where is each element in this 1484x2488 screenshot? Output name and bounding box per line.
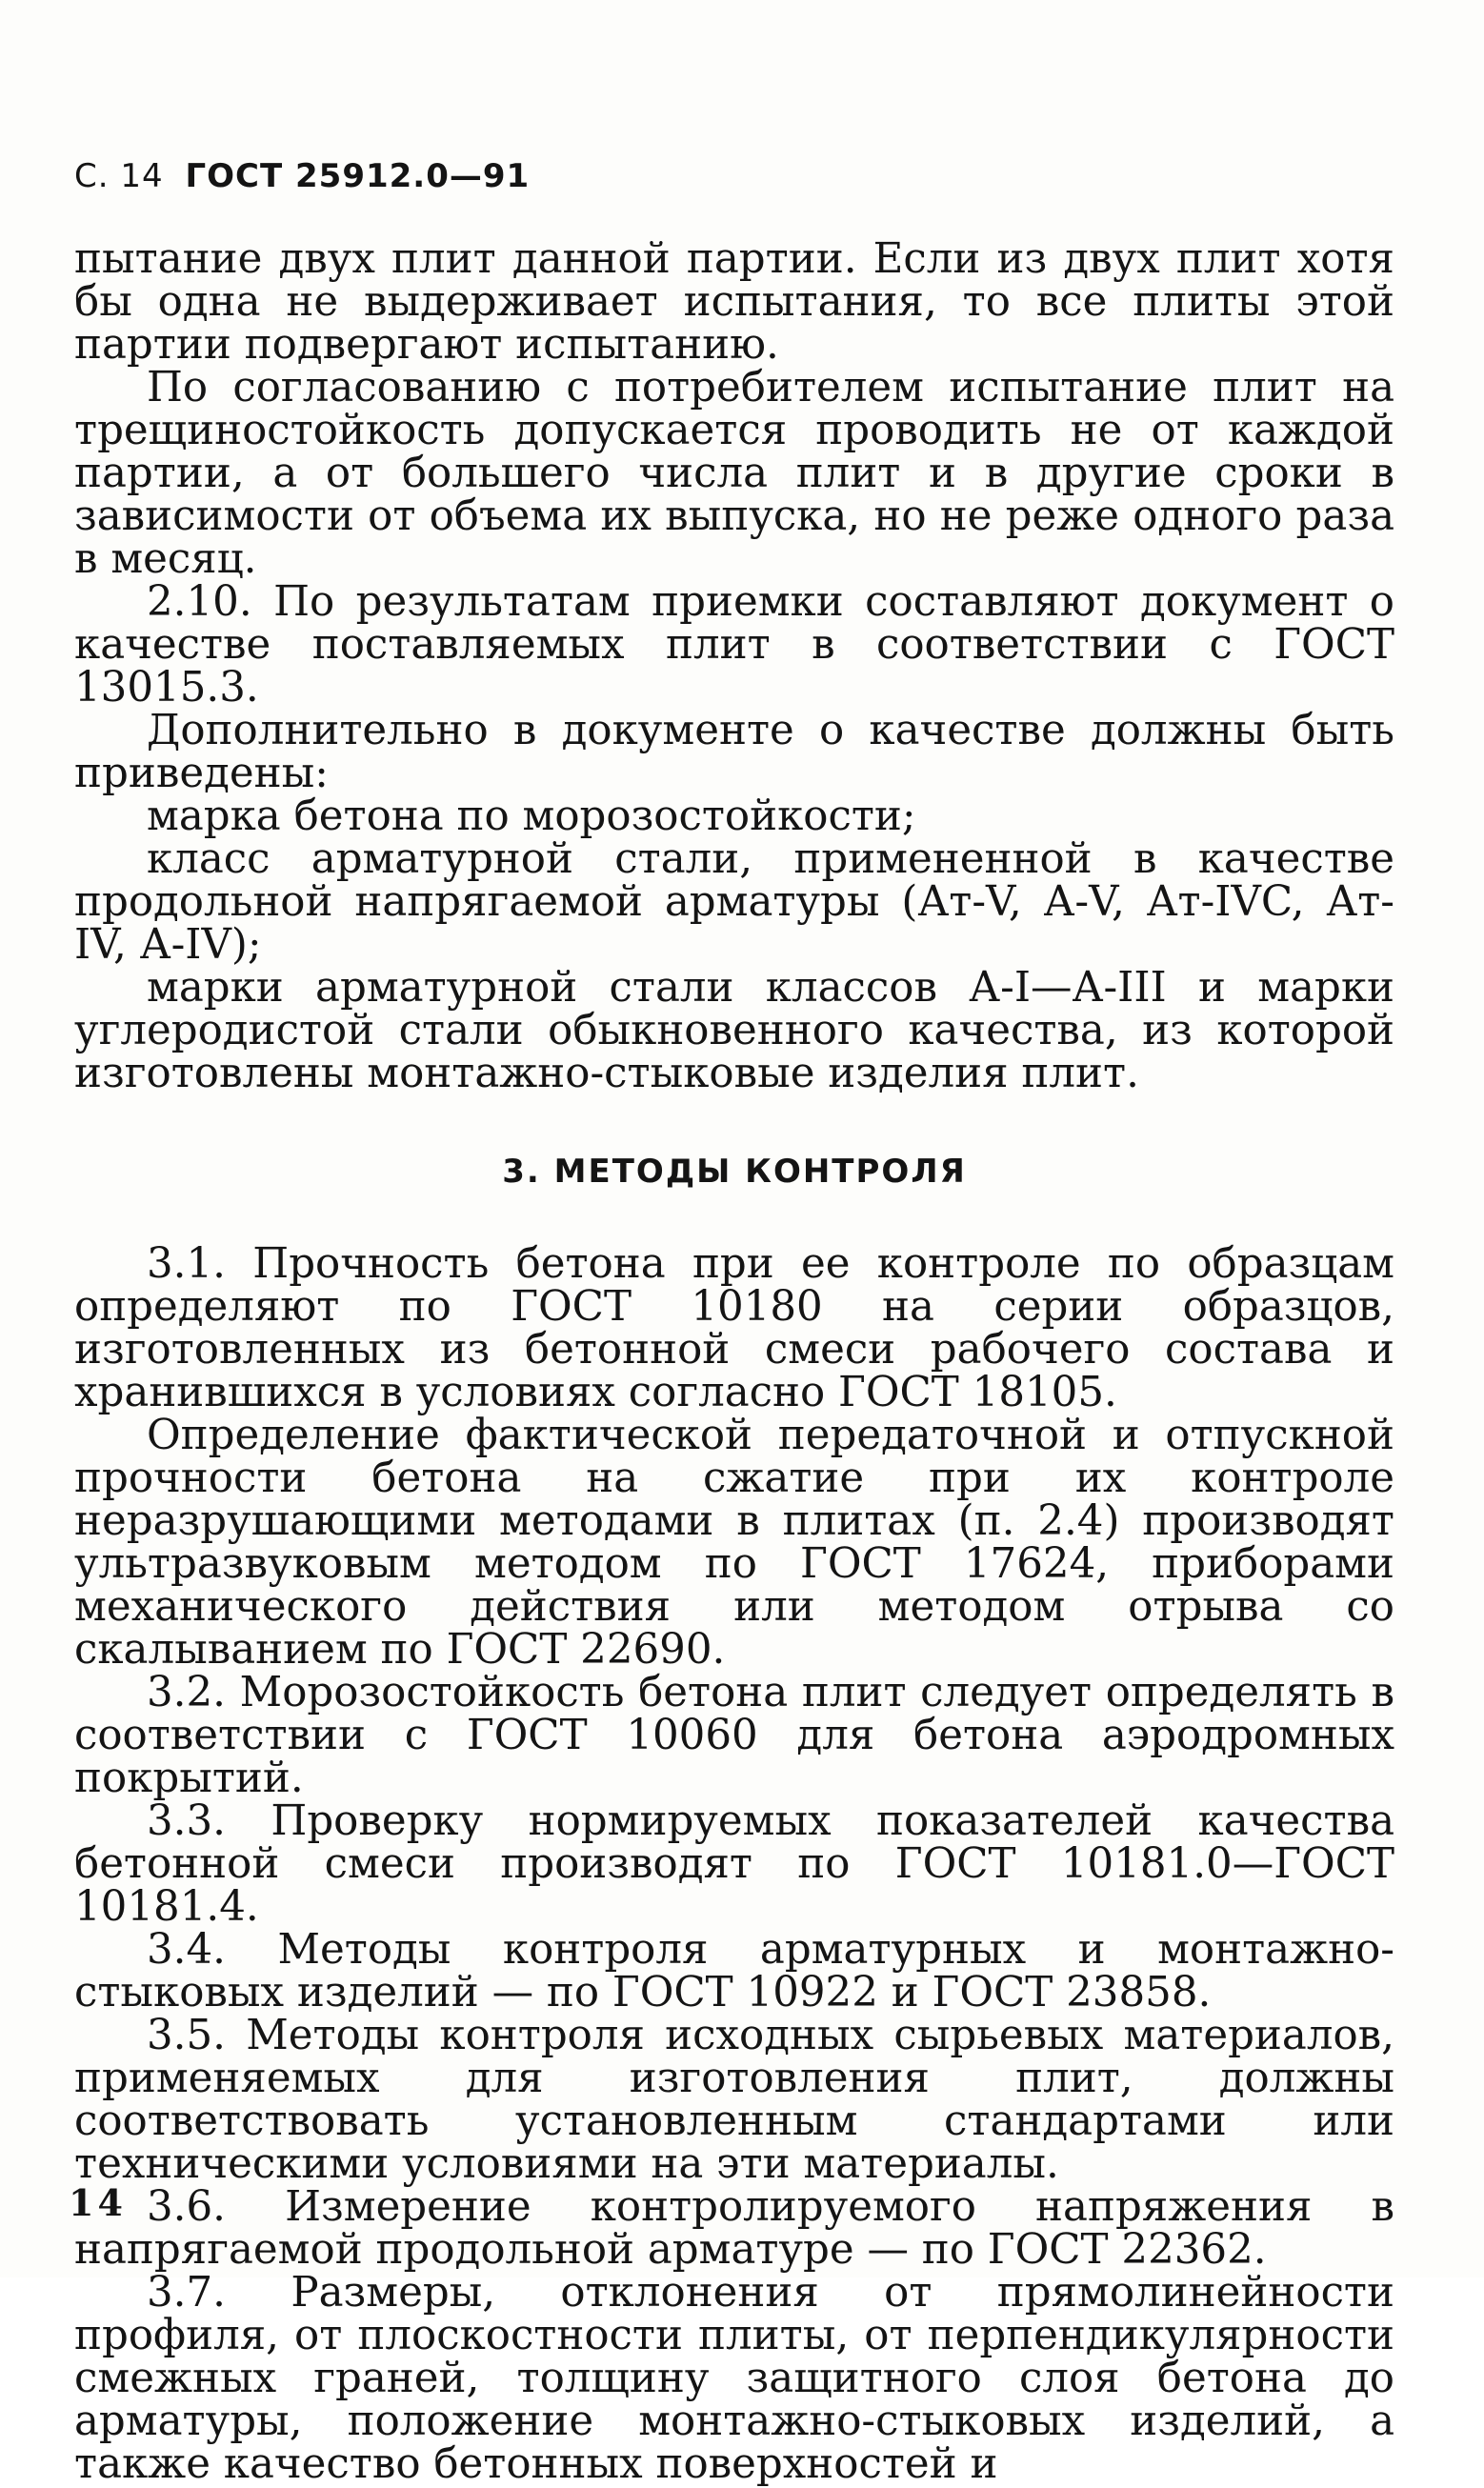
paragraph-3-2: 3.2. Морозостойкость бетона плит следует определять в соответствии с ГОСТ 10060 для бетона аэродромных покрытий. (74, 1669, 1394, 1802)
paragraph-3-4: 3.4. Методы контроля арматурных и монтажно-стыковых изделий — по ГОСТ 10922 и ГОСТ 23858. (74, 1926, 1394, 2016)
paragraph-continuation: пытание двух плит данной партии. Если из двух плит хотя бы одна не выдерживает испытания, то все плиты этой партии подвергают испытанию. (74, 235, 1394, 369)
paragraph-3-1: 3.1. Прочность бетона при ее контроле по образцам определяют по ГОСТ 10180 на серии образцов, изготовленных из бетонной смеси рабочего состава и хранившихся в условиях согласно ГОСТ 18105. (74, 1240, 1394, 1416)
list-item: класс арматурной стали, примененной в качестве продольной напрягаемой арматуры (Ат-V, А-V, Ат-IVC, Ат-IV, А-IV); (74, 835, 1394, 969)
paragraph: По согласованию с потребителем испытание плит на трещиностойкость допускается проводить не от каждой партии, а от большего числа плит и в другие сроки в зависимости от объема их выпуска, но не реже одного раза в месяц. (74, 364, 1394, 583)
paragraph-3-5: 3.5. Методы контроля исходных сырьевых материалов, применяемых для изготовления плит, должны соответствовать установленным стандартами или техническими условиями на эти материалы. (74, 2012, 1394, 2188)
page-folio: 14 (69, 2181, 127, 2224)
paragraph-2-10: 2.10. По результатам приемки составляют документ о качестве поставляемых плит в соответствии с ГОСТ 13015.3. (74, 578, 1394, 712)
paragraph: Определение фактической передаточной и отпускной прочности бетона на сжатие при их контроле неразрушающими методами в плитах (п. 2.4) производят ультразвуковым методом по ГОСТ 17624, приборами механического действия или методом отрыва со скалыванием по ГОСТ 22690. (74, 1412, 1394, 1674)
list-item: марка бетона по морозостойкости; (147, 793, 916, 840)
paragraph-3-3: 3.3. Проверку нормируемых показателей качества бетонной смеси производят по ГОСТ 10181.0—ГОСТ 10181.4. (74, 1797, 1394, 1931)
paragraph-3-6: 3.6. Измерение контролируемого напряжения в напрягаемой продольной арматуре — по ГОСТ 22362. (74, 2183, 1394, 2274)
section-heading: 3. МЕТОДЫ КОНТРОЛЯ (502, 1153, 967, 1191)
running-header (74, 157, 530, 195)
paragraph-3-7: 3.7. Размеры, отклонения от прямолинейности профиля, от плоскостности плиты, от перпендикулярности смежных граней, толщину защитного слоя бетона до арматуры, положение монтажно-стыковых изделий, а также качество бетонных поверхностей и (74, 2269, 1394, 2488)
standard-number: ГОСТ 25912.0—91 (185, 157, 531, 195)
document-body (74, 235, 1394, 2488)
paragraph: Дополнительно в документе о качестве должны быть приведены: (74, 707, 1394, 797)
list-item: марки арматурной стали классов А-I—А-III и марки углеродистой стали обыкновенного качества, из которой изготовлены монтажно-стыковые изделия плит. (74, 964, 1394, 1097)
page-prefix: С. 14 (74, 157, 164, 195)
